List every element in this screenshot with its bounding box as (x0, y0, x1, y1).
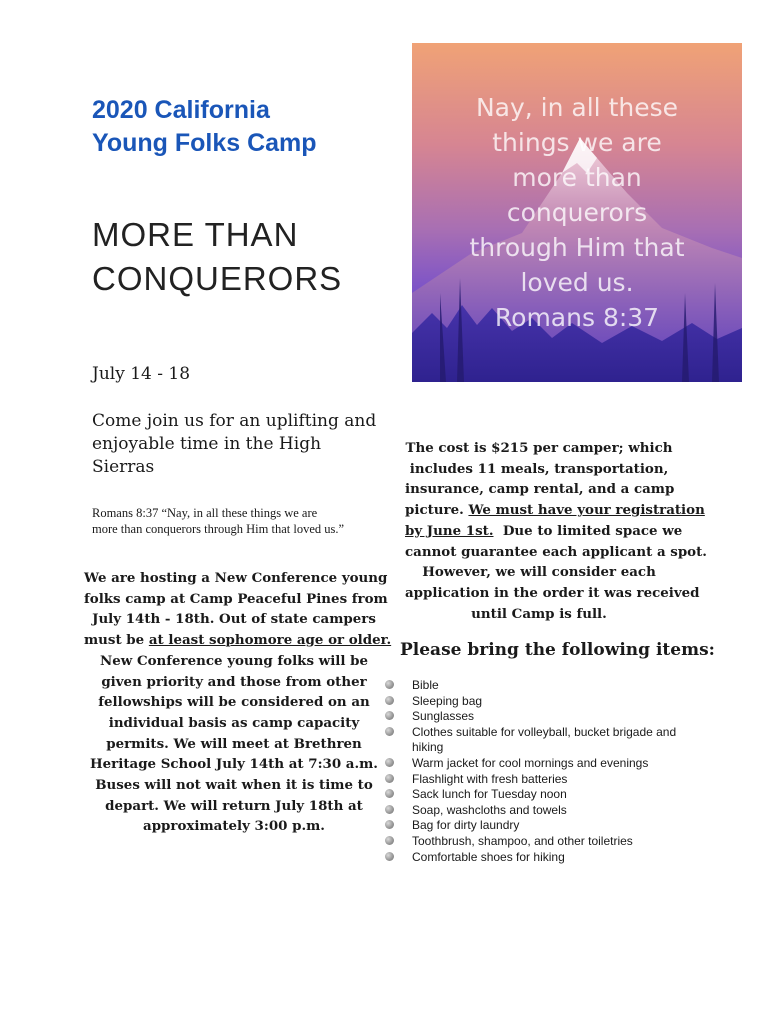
bullet-icon (385, 711, 394, 720)
poster-verse-line: loved us. (520, 268, 634, 297)
list-item-text: Sleeping bag (412, 693, 483, 708)
registration-deadline-date: by June 1st. (405, 522, 494, 539)
verse-line: more than conquerors through Him that loved us.” (92, 522, 345, 536)
list-item (385, 772, 685, 788)
list-item (385, 787, 685, 803)
list-item-text: Flashlight with fresh batteries (412, 771, 568, 786)
poster-verse-line: more than (512, 163, 642, 192)
packing-list-heading: Please bring the following items: (400, 640, 715, 660)
intro-line: enjoyable time in the High (92, 434, 322, 454)
cost-line: The cost is $215 per camper; which (405, 440, 673, 456)
list-item-text: Bag for dirty laundry (412, 818, 520, 833)
theme-title-line-1: MORE THAN (92, 216, 299, 253)
bullet-icon (385, 774, 394, 783)
registration-deadline: We must have your registration (468, 502, 705, 519)
list-item-text: Warm jacket for cool mornings and evenings (412, 755, 649, 770)
bullet-icon (385, 758, 394, 767)
verse-line: Romans 8:37 “Nay, in all these things we are (92, 506, 318, 520)
details-line: New Conference young folks will be (100, 652, 368, 669)
details-line: approximately 3:00 p.m. (143, 818, 325, 835)
intro-line: Sierras (92, 457, 155, 477)
bullet-icon (385, 696, 394, 705)
cost-line: until Camp is full. (471, 605, 607, 622)
mountain-poster-image (412, 43, 742, 382)
list-item (385, 725, 685, 756)
list-item (385, 850, 685, 866)
details-line: individual basis as camp capacity (108, 714, 360, 731)
poster-verse (412, 90, 742, 335)
theme-title-line-2: CONQUERORS (92, 260, 343, 297)
cost-line (405, 521, 683, 542)
camp-title-line-2: Young Folks Camp (92, 129, 317, 157)
list-item (385, 709, 685, 725)
poster-verse-line: through Him that (469, 233, 685, 262)
list-item (385, 834, 685, 850)
list-item-text: Soap, washcloths and towels (412, 802, 567, 817)
camp-title (92, 94, 392, 160)
bullet-icon (385, 727, 394, 736)
bullet-icon (385, 805, 394, 814)
details-line (84, 630, 392, 651)
cost-info (405, 438, 707, 624)
list-item-text: Sunglasses (412, 709, 475, 724)
age-requirement: at least sophomore age or older. (148, 632, 392, 649)
bullet-icon (385, 820, 394, 829)
cost-line: application in the order it was received (405, 584, 700, 601)
cost-line: insurance, camp rental, and a camp (405, 481, 675, 498)
list-item-text: Comfortable shoes for hiking (412, 849, 565, 864)
details-line: Buses will not wait when it is time to (95, 777, 373, 794)
cost-line: However, we will consider each (422, 564, 656, 581)
list-item (385, 803, 685, 819)
camp-title-line-1: 2020 California (92, 96, 270, 124)
poster-verse-line: conquerors (506, 198, 648, 227)
bullet-icon (385, 789, 394, 798)
list-item (385, 678, 685, 694)
details-line: We are hosting a New Conference young (84, 570, 388, 586)
cost-line: includes 11 meals, transportation, (409, 460, 669, 477)
packing-list (385, 678, 685, 865)
camp-details (84, 568, 392, 837)
list-item (385, 818, 685, 834)
details-line: permits. We will meet at Brethren (106, 735, 362, 752)
bullet-icon (385, 680, 394, 689)
poster-verse-line: things we are (492, 128, 662, 157)
cost-text: picture. (405, 502, 469, 519)
details-line: fellowships will be considered on an (98, 694, 370, 711)
details-line: July 14th - 18th. Out of state campers (92, 611, 376, 628)
list-item-text: Toothbrush, shampoo, and other toiletries (412, 833, 633, 848)
camp-dates: July 14 - 18 (92, 364, 191, 384)
list-item (385, 756, 685, 772)
cost-line: cannot guarantee each applicant a spot. (405, 543, 707, 560)
list-item-text: Sack lunch for Tuesday noon (412, 787, 567, 802)
details-text: must be (84, 632, 149, 649)
details-line: given priority and those from other (101, 673, 367, 690)
intro-text (92, 410, 402, 479)
details-line: Heritage School July 14th at 7:30 a.m. (90, 756, 378, 773)
list-item-text: Clothes suitable for volleyball, bucket brigade and hiking (412, 724, 677, 755)
poster-verse-reference: Romans 8:37 (494, 303, 660, 332)
poster-verse-line: Nay, in all these (475, 93, 679, 122)
cost-text: Due to limited space we (493, 522, 683, 539)
list-item-text: Bible (412, 678, 439, 692)
cost-line (405, 500, 705, 521)
theme-title (92, 213, 402, 301)
details-line: folks camp at Camp Peaceful Pines from (84, 590, 388, 607)
bullet-icon (385, 836, 394, 845)
verse-quote (92, 505, 392, 537)
intro-line: Come join us for an uplifting and (92, 411, 377, 431)
details-line: depart. We will return July 18th at (105, 797, 363, 814)
bullet-icon (385, 852, 394, 861)
list-item (385, 694, 685, 710)
